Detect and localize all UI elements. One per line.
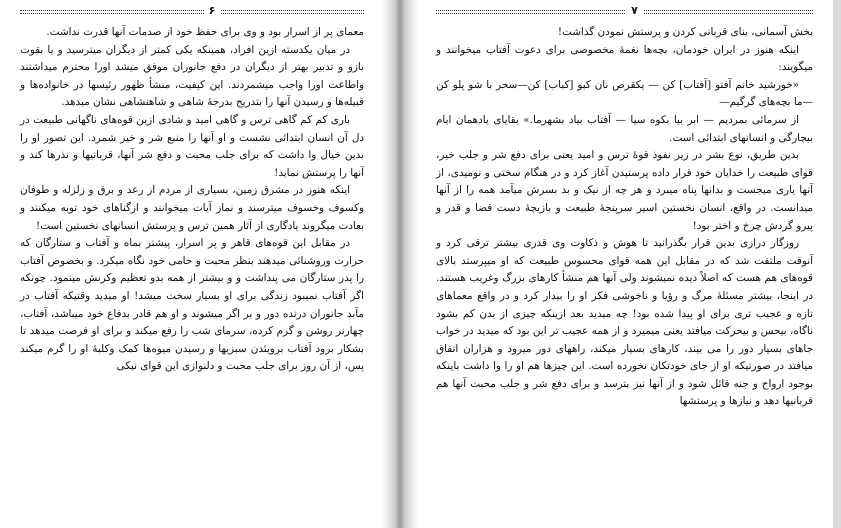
paragraph: از سرمائی بمردیم — ابر بیا بکوه سیا — آفتاب بیاد بشهرما.» بقایای یادهمان ایام بیچارگی و انسانهای ابتدائی است. xyxy=(436,113,813,144)
paragraph: در مقابل این قوه‌های قاهر و پر اسرار، پیشتر بماه و آفتاب و ستارگان که حرارت وروشنائی میدهند بنظر محبت و حامی خود نگاه میکرد. و بخصوص آفتاب را پدر ستارگان می پنداشت و و بیشتر از همه بدو تعظیم وکرنش مینمود. چونکه اگر آفتاب نمیبود زندگی برای او بسیار سخت میشد! او میدید وقتیکه آفتاب در مآبد جانوران درنده دور و بر اگر میشوند و او هم قادر بدفاع خود میباشد، آفتاب، چهارنر روشن و گرم کرده، سرمای شب را رفع میکند و برای او فرصت میدهد تا بشکار برود آفتاب برویئدن سبزیها و رسیدن میوه‌ها کمک وکلبهٔ او را گرم میکند پس، از آن روز برای جلب محبت و دلنوازی این قوای نیکی xyxy=(20,237,364,373)
paragraph: در میان یکدسته ازین افراد، همینکه یکی کمتر از دیگران میترسید و یا بقوت بازو و تدبیر بهتر از دیگران در دفع جانوران موفق میشد اورا محترم میداشتند واطاعت اورا واجب میشمردند. این کیفیت، منشأ ظهور رئیسها در خانواده‌ها و قبیله‌ها و رسیدن آنها را بتدریج بدرجهٔ شاهی و شاهنشاهی نشان میدهد. xyxy=(20,43,364,109)
paragraph: روزگار درازی بدین قرار بگذرانید تا هوش و ذکاوت وی قدری بیشتر ترقی کرد و آنوقت ملتفت شد که در مقابل این همه قوای محسوس طبیعت که او میپرستد بالای قوه‌های هم هست که اصلاً دیده نمیشوند ولی آنها هم منشأ کارهای بزرگ وغریب هستند. در اینجا، بیشتر مسئلهٔ مرگ و رؤیا و ناخوشی فکر او را بیدار کرد و در واقع معماهای تازه و عجیب تری برای او پیدا شده بود! چه میدید بعد ازینکه چیزی از بدن کم بشود ناگاه، بیحس و بیحرکت میافتد یعنی میمیرد و از همه عجیب تر این بود که میدید در خواب جاهای بسیار دور را می بیند، کارهای بسیار میکند، راههای دور میرود و هزاران اتفاق میافتد در صورتیکه او از جای خودتکان نخورده است. این چیزها هم او را وا داشت باینکه بوجود ارواح و جنه قائل شود و از آنها نیز بترسد و برای دفع شر و جلب محبت آنها هم قربانیها دهد و نیازها و پرستشها xyxy=(436,237,813,408)
header-ornament-rule xyxy=(436,10,813,14)
right-page-number: ۷ xyxy=(626,4,643,18)
book-gutter xyxy=(382,0,418,528)
paragraph: باری کم کم گاهی ترس و گاهی امید و شادی ازین قوه‌های ناگهانی طبیعت در دل آن انسان ابتدائی نشست و او آنها را منبع شر و خیر شمرد. این تصور او را بدین خیال وا داشت که برای جلب محبت و دفع شر آنها، قربانیها و نذرها کند و آنها را پرستش نماید! xyxy=(20,113,364,179)
paragraph: اینکه هنوز در مشرق زمین، بسیاری از مردم از رعد و برق و زلزله و طوفان وکسوف وخسوف میترسند و نماز آیات میخوانند و ازگناهای خود توبه میکنند و بعادت میگروند یادگاری از آثار همین ترس و پرستش انسانهای نخستین است! xyxy=(20,184,364,232)
right-page-header xyxy=(436,4,813,18)
paragraph: «خورشید خانم آفتو [آفتاب] کن — یکقرص نان کبو [کباب] کن—سحر با شو پلو کن—ما بچه‌های گرگیم— xyxy=(436,78,813,109)
left-page-header xyxy=(20,4,364,18)
left-page-body xyxy=(20,24,364,376)
left-page xyxy=(0,0,382,528)
paragraph: معمای پر از اسرار بود و وی برای حفظ خود از صدمات آنها قدرت نداشت. xyxy=(46,26,364,38)
left-page-number: ۶ xyxy=(204,4,221,18)
header-ornament-rule xyxy=(20,10,364,14)
page-edge xyxy=(833,0,841,528)
right-page xyxy=(418,0,833,528)
paragraph: بخش آسمانی، بنای قربانی کردن و پرستش نمودن گذاشت! xyxy=(557,26,813,38)
paragraph: اینکه هنوز در ایران خودمان، بچه‌ها نغمهٔ مخصوصی برای دعوت آفتاب میخوانند و میگویند: xyxy=(436,43,813,74)
right-page-body xyxy=(436,24,813,411)
paragraph: بدین طریق، نوع بشر در زیر نفوذ قوهٔ ترس و امید یعنی برای دفع شر و جلب خیر، قوای طبیعت را خدایان خود قرار داده پرستیدن آغاز کرد و در هنگام سختی و نومیدی، از آنها یاری میجست و بدانها پناه میبرد و هر چه از نیک و بد بسرش میآمد همه را از آنها میدانست. در واقع، انسان نخستین اسیر سرپنجهٔ طبیعت و بازیچهٔ دست قضا و قدر و پیرو گردش چرخ و اختر بود! xyxy=(436,149,813,232)
